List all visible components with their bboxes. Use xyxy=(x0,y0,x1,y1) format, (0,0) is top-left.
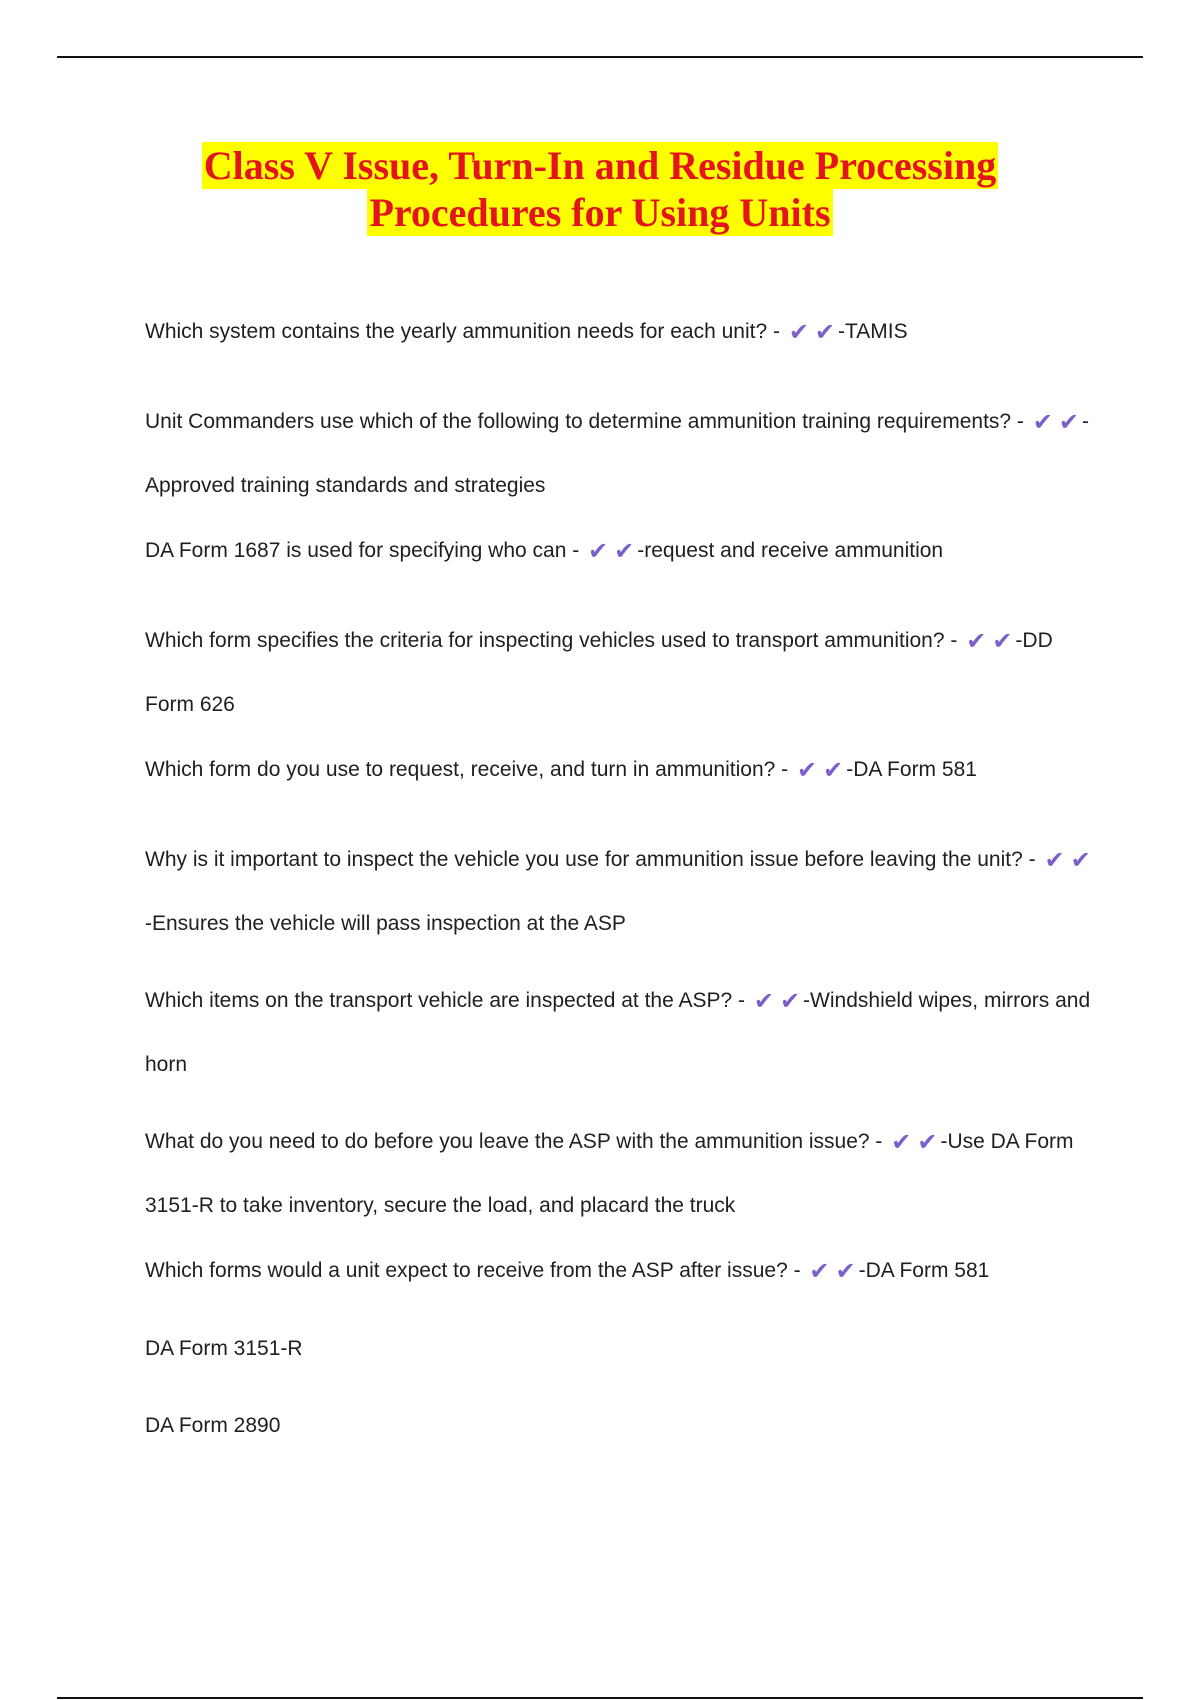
answer-text: -DA Form 581 xyxy=(858,1259,990,1282)
qa-item xyxy=(145,609,1095,736)
question-text: Which forms would a unit expect to receive from the ASP after issue? - xyxy=(145,1259,801,1282)
question-text: Unit Commanders use which of the following to determine ammunition training requirements? - xyxy=(145,410,1024,433)
check-icon: ✔ xyxy=(753,988,774,1015)
qa-list xyxy=(145,312,1095,1483)
question-text: Which items on the transport vehicle are inspected at the ASP? - xyxy=(145,989,745,1012)
check-icon: ✔ xyxy=(835,1258,856,1285)
check-icon: ✔ xyxy=(809,1258,830,1285)
question-text: What do you need to do before you leave the ASP with the ammunition issue? - xyxy=(145,1130,883,1153)
qa-item xyxy=(145,828,1095,955)
check-icon: ✔ xyxy=(966,628,987,655)
answer-text: -Approved training standards and strategies xyxy=(145,410,1089,497)
qa-item xyxy=(145,1251,1095,1292)
check-icon: ✔ xyxy=(779,988,801,1015)
answer-text: -Ensures the vehicle will pass inspection at the ASP xyxy=(145,912,626,935)
question-text: Which form specifies the criteria for inspecting vehicles used to transport ammunition? - xyxy=(145,629,958,652)
check-icon: ✔ xyxy=(797,757,818,784)
answer-text: -DA Form 581 xyxy=(846,758,977,781)
check-icon: ✔ xyxy=(614,538,635,565)
check-icon: ✔ xyxy=(1032,409,1053,436)
check-icon: ✔ xyxy=(823,757,844,784)
check-icon: ✔ xyxy=(1044,847,1065,874)
title-line-1: Class V Issue, Turn-In and Residue Processing xyxy=(203,143,997,188)
top-rule xyxy=(57,56,1143,58)
check-icon: ✔ xyxy=(891,1129,912,1156)
bottom-rule xyxy=(57,1697,1143,1699)
qa-item xyxy=(145,390,1095,517)
check-icon: ✔ xyxy=(917,1129,938,1156)
question-text: Which system contains the yearly ammunition needs for each unit? - xyxy=(145,320,780,343)
question-text: DA Form 1687 is used for specifying who can - xyxy=(145,539,580,562)
answer-continuation: DA Form 3151-R xyxy=(145,1337,303,1360)
question-text: Why is it important to inspect the vehicle you use for ammunition issue before leaving the unit? - xyxy=(145,848,1036,871)
qa-item xyxy=(145,312,1095,353)
title-line-2: Procedures for Using Units xyxy=(369,190,831,235)
check-icon: ✔ xyxy=(814,319,836,346)
qa-item xyxy=(145,969,1095,1096)
check-icon: ✔ xyxy=(1058,409,1079,436)
qa-item xyxy=(145,531,1095,572)
answer-text: -request and receive ammunition xyxy=(637,539,944,562)
page-title xyxy=(0,142,1200,236)
qa-item xyxy=(145,750,1095,791)
question-text: Which form do you use to request, receive, and turn in ammunition? - xyxy=(145,758,789,781)
qa-item xyxy=(145,1110,1095,1237)
answer-text: -Windshield wipes, mirrors and horn xyxy=(145,989,1091,1076)
check-icon: ✔ xyxy=(588,538,609,565)
answer-text: -DD Form 626 xyxy=(145,629,1053,716)
check-icon: ✔ xyxy=(788,319,809,346)
check-icon: ✔ xyxy=(992,628,1013,655)
answer-text: -Use DA Form 3151-R to take inventory, secure the load, and placard the truck xyxy=(145,1130,1074,1217)
answer-continuation: DA Form 2890 xyxy=(145,1414,281,1437)
check-icon: ✔ xyxy=(1070,847,1091,874)
answer-text: -TAMIS xyxy=(838,320,908,343)
